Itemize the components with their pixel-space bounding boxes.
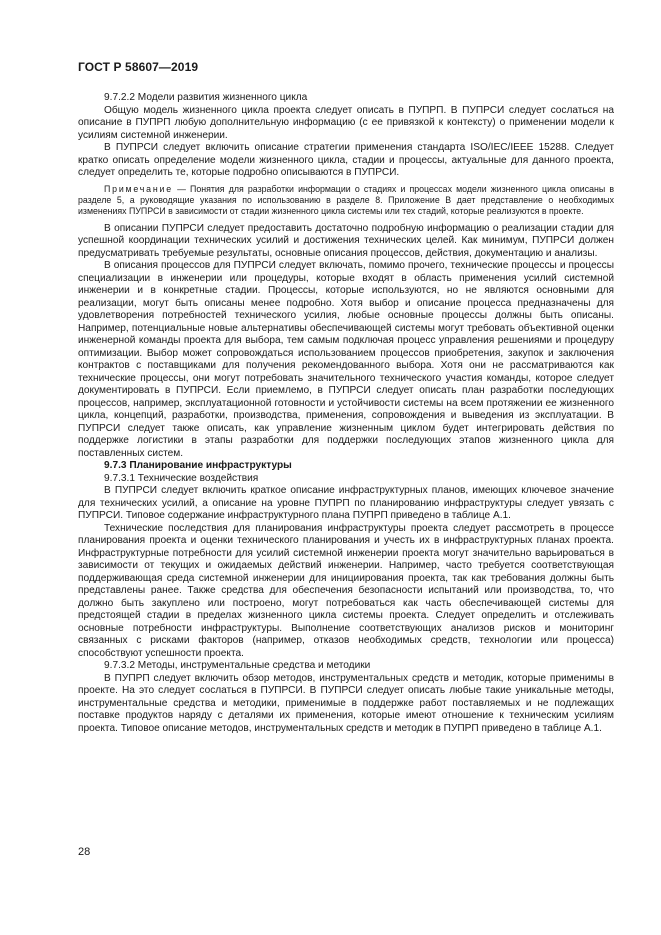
note <box>78 184 614 217</box>
section-heading-9-7-3-1: 9.7.3.1 Технические воздействия <box>104 472 259 484</box>
page-number: 28 <box>78 846 91 858</box>
paragraph: В ПУПРСИ следует включить краткое описание инфраструктурных планов, имеющих ключевое значение для технических усилий, а описание на уровне ПУПРП по планированию инфраструктуры следует увязать с ПУПРСИ. Типовое содержание инфраструктурного плана ПУПРП приведено в таблице А.1. <box>78 485 614 521</box>
note-text: — Понятия для разработки информации о стадиях и процессах модели жизненного цикла описаны в разделе 5, а руководящие указания по использованию в разделе 8. Приложение В дает представление о необходимых изменениях ПУПРСИ в зависимости от стадии жизненного цикла системы или тех стадий, которые реализуются в проекте. <box>78 183 614 216</box>
paragraph: Технические последствия для планирования инфраструктуры проекта следует рассмотреть в процессе планирования проекта и оценки технического планирования и учесть их в инфраструктурных планах проекта. Инфраструктурные потребности для усилий системной инженерии проекта могут значительно варьироваться в зависимости от текущих и ожидаемых действий инженерии. Например, часто требуется соответствующая поддерживающая среда системной инженерии для инициирования проекта, так как требования должны быть представлены ранее. Также средства для обеспечения безопасности испытаний или производства, то, что должно быть закуплено или построено, могут потребоваться как часть обеспечивающей системы для предстоящей стадии в пределах жизненного цикла системы проекта. Следует определить и отслеживать основные потребности инфраструктуры. Выполнение соответствующих анализов рисков и мониторинг связанных с рисками факторов (например, отказов необходимых средств, технологии или процесса) способствуют успешности проекта. <box>78 522 614 659</box>
section-heading-9-7-3-2: 9.7.3.2 Методы, инструментальные средства и методики <box>104 660 371 671</box>
paragraph: В описании ПУПРСИ следует предоставить достаточно подробную информацию о реализации стадии для успешной координации технических усилий и достижения технических целей. Как минимум, ПУПРСИ должен предусматривать требуемые результаты, основные описания процессов, действия, документацию и анализы. <box>78 222 614 259</box>
paragraph: Общую модель жизненного цикла проекта следует описать в ПУПРП. В ПУПРСИ следует сослаться на описание в ПУПРП любую дополнительную информацию (с ее привязкой к контексту) о применении модели к усилиям системной инженерии. <box>78 104 614 141</box>
document-header: ГОСТ Р 58607—2019 <box>78 60 199 74</box>
paragraph: В ПУПРП следует включить обзор методов, инструментальных средств и методик, которые применимы в проекте. На это следует сослаться в ПУПРСИ. В ПУПРСИ следует описать любые такие уникальные методы, инструментальные средства и методики, применимые в поддержке работ поставляемых и не подлежащих поставке продуктов наряду с деталями их применения, которые имеют отношение к техническим усилиям проекта. Типовое описание методов, инструментальных средств и методик в ПУПРП приведено в таблице А.1. <box>78 672 614 734</box>
page-content <box>78 92 614 735</box>
note-label: Примечание <box>104 183 173 194</box>
section-heading-9-7-2-2: 9.7.2.2 Модели развития жизненного цикла <box>104 92 308 103</box>
paragraph: В ПУПРСИ следует включить описание стратегии применения стандарта ISO/IEC/IEEE 15288. Следует кратко описать определение модели жизненного цикла, стадии и процессы, актуальные для данного проекта, следует определить те, которые подробно описываются в ПУПРСИ. <box>78 142 614 178</box>
section-heading-9-7-3: 9.7.3 Планирование инфраструктуры <box>104 460 292 471</box>
paragraph: В описания процессов для ПУПРСИ следует включать, помимо прочего, технические процессы и процессы специализации в инженерии или процедуры, которые входят в область применения усилий системной инженерии и в конкретные стадии. Процессы, которые используются, но не являются основными для реализации, могут быть описаны менее подробно. Хотя выбор и описание процесса предназначены для удовлетворения потребностей технического усилия, любые основные процессы должны быть описаны. Например, потенциальные новые альтернативы обеспечивающей системы могут требовать объективной оценки инженерной команды проекта для выбора, тем самым подключая процесс управления решениями и процедуру оптимизации. Выбор может сопровождаться использованием процессов приобретения, закупок и заключения контрактов с поставщиками для получения рекомендованного выбора. Хотя они не рассматриваются как технические процессы, они могут потребовать значительного технического участия команды, которое следует документировать в ПУПРСИ. Если приемлемо, в ПУПРСИ следует описать план разработки последующих процессов, например, эксплуатационной готовности и устойчивости системы на всем протяжении ее жизненного цикла, концепций, разработки, производства, применения, сопровождения и выведения из эксплуатации. В ПУПРСИ следует также описать, как управление жизненным циклом будет интегрировать действия по поддержке логистики в этапы разработки для поддержки последующих этапов жизненного цикла для поставленных систем. <box>78 260 614 459</box>
